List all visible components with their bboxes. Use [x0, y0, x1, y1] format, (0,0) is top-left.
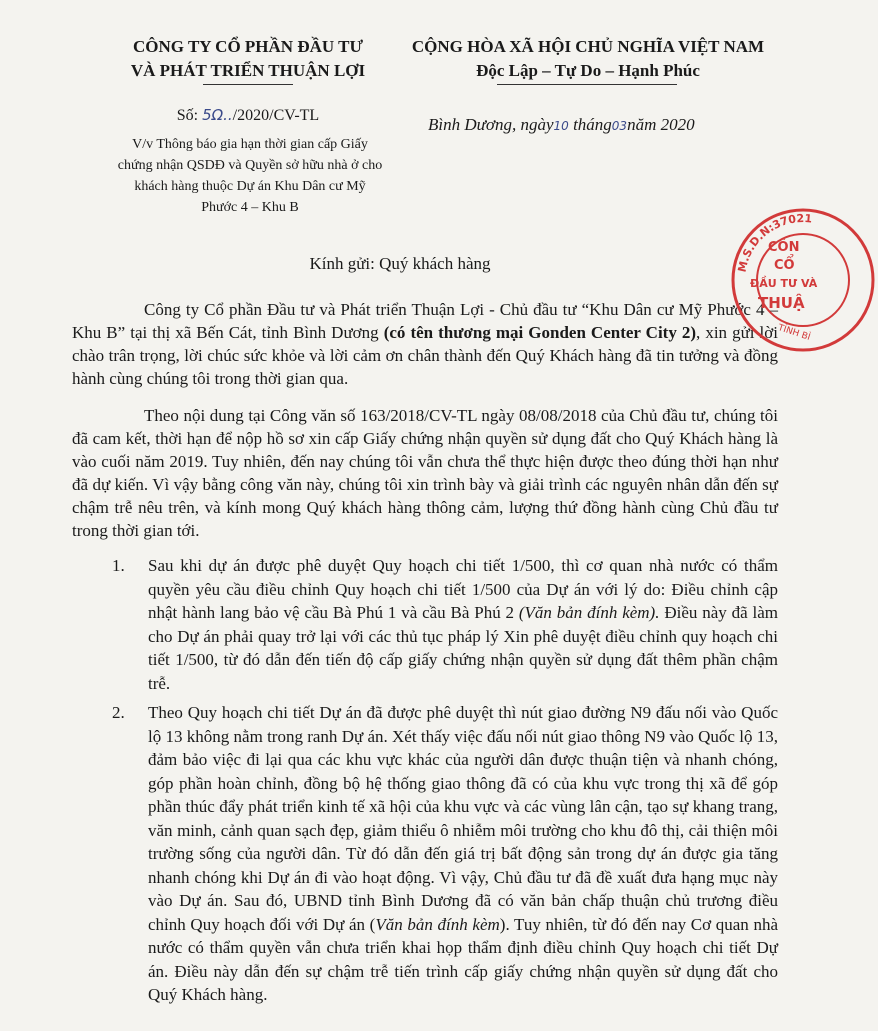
list-item-text-start: Sau khi dự án được phê duyệt Quy hoạch chi tiết 1/500, thì cơ quan nhà nước có thẩm quyền yêu cầu điều chỉnh Quy hoạch chi tiết 1/500 của Dự án với lý do: Điều chỉnh cập nhật hành lang bảo vệ cầu Bà Phú 1 và cầu Bà Phú 2 — [148, 556, 778, 622]
place-date-prefix: Bình Dương, ngày — [428, 115, 554, 134]
company-name-line1: CÔNG TY CỔ PHẦN ĐẦU TƯ — [133, 37, 363, 56]
list-item-number: 2. — [112, 703, 125, 722]
greeting-line: Kính gửi: Quý khách hàng — [309, 254, 491, 273]
nation-motto: Độc Lập – Tự Do – Hạnh Phúc — [476, 61, 700, 80]
list-item-text — [148, 701, 778, 1007]
company-name — [98, 35, 398, 83]
stamp-line4: THUẬ — [758, 294, 805, 312]
company-seal-stamp — [728, 205, 878, 355]
place-date — [428, 115, 788, 135]
doc-number-suffix: /2020/CV-TL — [232, 107, 320, 124]
list-item-text-end: ). Tuy nhiên, từ đó đến nay Cơ quan nhà nước có thẩm quyền vẫn chưa triển khai họp thẩm định điều chỉnh Quy hoạch chi tiết Dự án. Điều này dẫn đến sự chậm trễ tiến trình cấp giấy chứng nhận quyền sử dụng đất cho Quý Khách hàng. — [148, 914, 778, 1004]
paragraph-intro-bold: (có tên thương mại Gonden Center City 2) — [383, 323, 697, 342]
company-name-line2: VÀ PHÁT TRIỂN THUẬN LỢI — [130, 61, 366, 80]
list-item-italic: (Văn bản đính kèm). — [518, 603, 660, 622]
paragraph-intro-text-end: , xin gửi lời chào trân trọng, lời chúc sức khỏe và lời cảm ơn chân thành đến Quý Khách hàng đã tin tưởng và đồng hành cùng chúng tôi trong thời gian qua. — [72, 323, 778, 388]
document-subject: V/v Thông báo gia hạn thời gian cấp Giấy chứng nhận QSDĐ và Quyền sở hữu nhà ở cho khách hàng thuộc Dự án Khu Dân cư Mỹ Phước 4 – Khu B — [117, 137, 383, 215]
list-item-text — [148, 554, 778, 695]
paragraph-intro — [72, 298, 778, 390]
national-header — [398, 35, 778, 83]
place-date-month-label: tháng — [568, 115, 612, 134]
list-item-number: 1. — [112, 556, 125, 575]
doc-number-prefix: Số: — [176, 107, 203, 124]
list-item-text-start: Theo Quy hoạch chi tiết Dự án đã được phê duyệt thì nút giao đường N9 đấu nối vào Quốc lộ 13 không nằm trong ranh Dự án. Xét thấy việc đấu nối nút giao thông N9 vào Quốc lộ 13, đảm bảo việc đi lại qua các khu vực khác của người dân được thuận tiện và nhanh chóng, góp phần hoàn chỉnh, đồng bộ hệ thống giao thông đã có của khu vực trong thị xã để góp phần thúc đẩy phát triển kinh tế xã hội của khu vực và các vùng lân cận, tạo sự khang trang, văn minh, cảnh quan sạch đẹp, giảm thiểu ô nhiễm môi trường cho khu đô thị, cải thiện môi trường sống của người dân. Từ đó dẫn đến giá trị bất động sản trong dự án được gia tăng nhanh chóng khi Dự án đi vào hoạt động. Vì vậy, Chủ đầu tư đã đề xuất đưa hạng mục này vào Dự án. Sau đó, UBND tỉnh Bình Dương đã có văn bản chấp thuận chủ trương điều chỉnh Quy hoạch đối với Dự án ( — [148, 703, 778, 934]
paragraph-intro-text: Công ty Cổ phần Đầu tư và Phát triển Thuận Lợi - Chủ đầu tư “Khu Dân cư Mỹ Phước 4 – Khu B” tại thị xã Bến Cát, tỉnh Bình Dương — [72, 300, 778, 342]
doc-number-handwritten: 5Ω.. — [202, 106, 233, 124]
list-item-text-end: Điều này đã làm cho Dự án phải quay trở lại với các thủ tục pháp lý Xin phê duyệt điều chỉnh quy hoạch chi tiết 1/500, từ đó dẫn đến tiến độ cấp giấy chứng nhận quyền sử dụng đất thêm phần chậm trễ. — [148, 603, 778, 693]
place-date-year: năm 2020 — [627, 115, 695, 134]
stamp-line3: ĐẦU TƯ VÀ — [750, 277, 818, 290]
document-number — [98, 106, 398, 125]
motto-underline — [497, 84, 677, 85]
stamp-line2: CỔ — [774, 258, 795, 273]
paragraph-commitment: Theo nội dung tại Công văn số 163/2018/CV-TL ngày 08/08/2018 của Chủ đầu tư, chúng tôi đã cam kết, thời hạn để nộp hồ sơ xin cấp Giấy chứng nhận quyền sử dụng đất cho Quý Khách hàng là vào cuối năm 2019. Tuy nhiên, đến nay chúng tôi vẫn chưa thể thực hiện được theo đúng thời hạn như đã dự kiến. Vì vậy bằng công văn này, chúng tôi xin trình bày và giải trình các nguyên nhân dẫn đến sự chậm trễ nêu trên, và kính mong Quý khách hàng thông cảm, lượng thứ đồng hành cùng Chủ đầu tư trong thời gian tới. — [72, 406, 778, 540]
stamp-ring-text: M.S.D.N:37021 — [735, 211, 813, 274]
company-underline — [203, 84, 293, 85]
nation-title: CỘNG HÒA XÃ HỘI CHỦ NGHĨA VIỆT NAM — [411, 37, 765, 56]
stamp-bottom-text: TỈNH BÌ — [776, 323, 812, 343]
list-item-italic: Văn bản đính kèm — [375, 914, 500, 934]
place-date-month: 03 — [611, 119, 628, 133]
place-date-day: 10 — [553, 119, 569, 133]
stamp-line1: CÔN — [768, 240, 800, 255]
